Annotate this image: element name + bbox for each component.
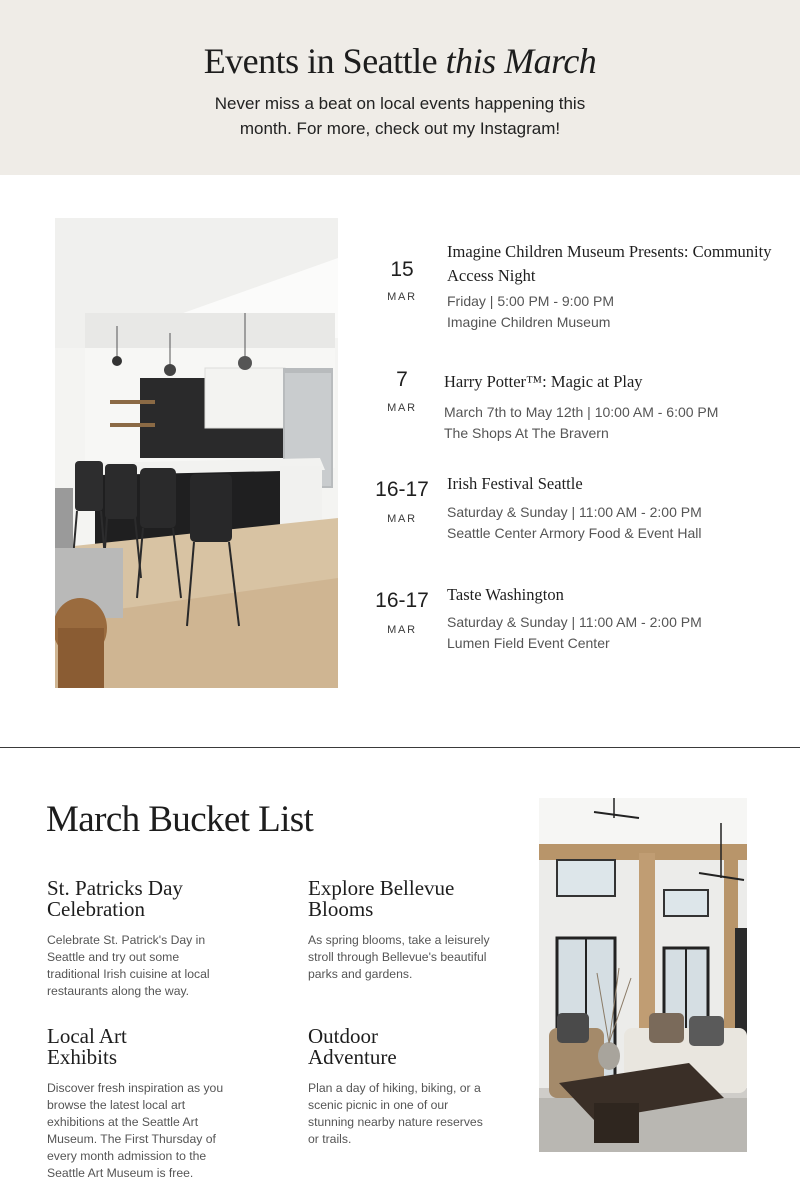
event-day: 15 — [390, 258, 414, 281]
event-title-line-1: Imagine Children Museum Presents: Community — [447, 242, 772, 261]
event-month: MAR — [387, 624, 417, 636]
event-time: Saturday & Sunday | 11:00 AM - 2:00 PM — [447, 614, 702, 630]
event-title[interactable]: Irish Festival Seattle — [447, 474, 583, 493]
section-divider — [0, 747, 800, 748]
event-title-line-2: Access Night — [447, 266, 536, 285]
bucket-item-title-line-1: Local Art — [47, 1024, 127, 1048]
event-item[interactable] — [365, 240, 785, 340]
event-month: MAR — [387, 291, 417, 303]
title-main: Events in Seattle — [203, 41, 446, 81]
event-title[interactable]: Taste Washington — [447, 585, 564, 604]
event-time: Saturday & Sunday | 11:00 AM - 2:00 PM — [447, 504, 702, 520]
living-room-photo — [539, 798, 747, 1152]
bucket-item-text: Plan a day of hiking, biking, or a scenic picnic in one of our stunning nearby nature reserves or trails. — [308, 1081, 483, 1146]
event-day: 7 — [396, 368, 408, 391]
event-title[interactable] — [447, 240, 771, 288]
event-location: Lumen Field Event Center — [447, 635, 610, 651]
bucket-item-title — [308, 878, 493, 920]
event-item[interactable] — [365, 583, 785, 663]
bucket-item-title — [47, 878, 232, 920]
subtitle-line-1: Never miss a beat on local events happening this — [214, 94, 586, 113]
event-time: March 7th to May 12th | 10:00 AM - 6:00 PM — [444, 404, 719, 420]
bucket-item — [308, 878, 493, 983]
header-banner — [0, 0, 800, 175]
page-subtitle — [190, 91, 610, 141]
title-italic: this March — [445, 41, 597, 81]
bucket-item-title-line-1: Outdoor — [308, 1024, 378, 1048]
bucket-item-title-line-2: Blooms — [308, 897, 374, 921]
event-day: 16-17 — [375, 589, 429, 612]
event-month: MAR — [387, 402, 417, 414]
event-item[interactable] — [365, 472, 785, 552]
bucket-item — [47, 1026, 232, 1182]
bucket-item-title-line-2: Adventure — [308, 1045, 397, 1069]
page-title — [0, 40, 800, 82]
bucket-item — [47, 878, 232, 1000]
bucket-item-title-line-1: St. Patricks Day — [47, 876, 183, 900]
bucket-item-title-line-2: Exhibits — [47, 1045, 118, 1069]
event-month: MAR — [387, 513, 417, 525]
subtitle-line-2: month. For more, check out my Instagram! — [239, 119, 561, 138]
event-location: Seattle Center Armory Food & Event Hall — [447, 525, 702, 541]
bucket-item-title — [308, 1026, 493, 1068]
bucket-list-title: March Bucket List — [46, 799, 314, 840]
event-day: 16-17 — [375, 478, 429, 501]
event-item[interactable] — [365, 370, 785, 450]
event-location: The Shops At The Bravern — [444, 425, 609, 441]
bucket-item-title-line-1: Explore Bellevue — [308, 876, 455, 900]
bucket-item — [308, 1026, 493, 1148]
event-location: Imagine Children Museum — [447, 314, 611, 330]
bucket-item-title-line-2: Celebration — [47, 897, 145, 921]
kitchen-photo — [55, 218, 338, 688]
bucket-item-text: As spring blooms, take a leisurely stroll through Bellevue's beautiful parks and gardens. — [308, 933, 490, 981]
bucket-item-title — [47, 1026, 232, 1068]
event-title[interactable]: Harry Potter™: Magic at Play — [444, 372, 643, 391]
bucket-item-text: Celebrate St. Patrick's Day in Seattle and try out some traditional Irish cuisine at local restaurants along the way. — [47, 933, 210, 998]
bucket-item-text: Discover fresh inspiration as you browse the latest local art exhibitions at the Seattle Art Museum. The First Thursday of every month admission to the Seattle Art Museum is free. — [47, 1081, 224, 1180]
event-time: Friday | 5:00 PM - 9:00 PM — [447, 293, 615, 309]
